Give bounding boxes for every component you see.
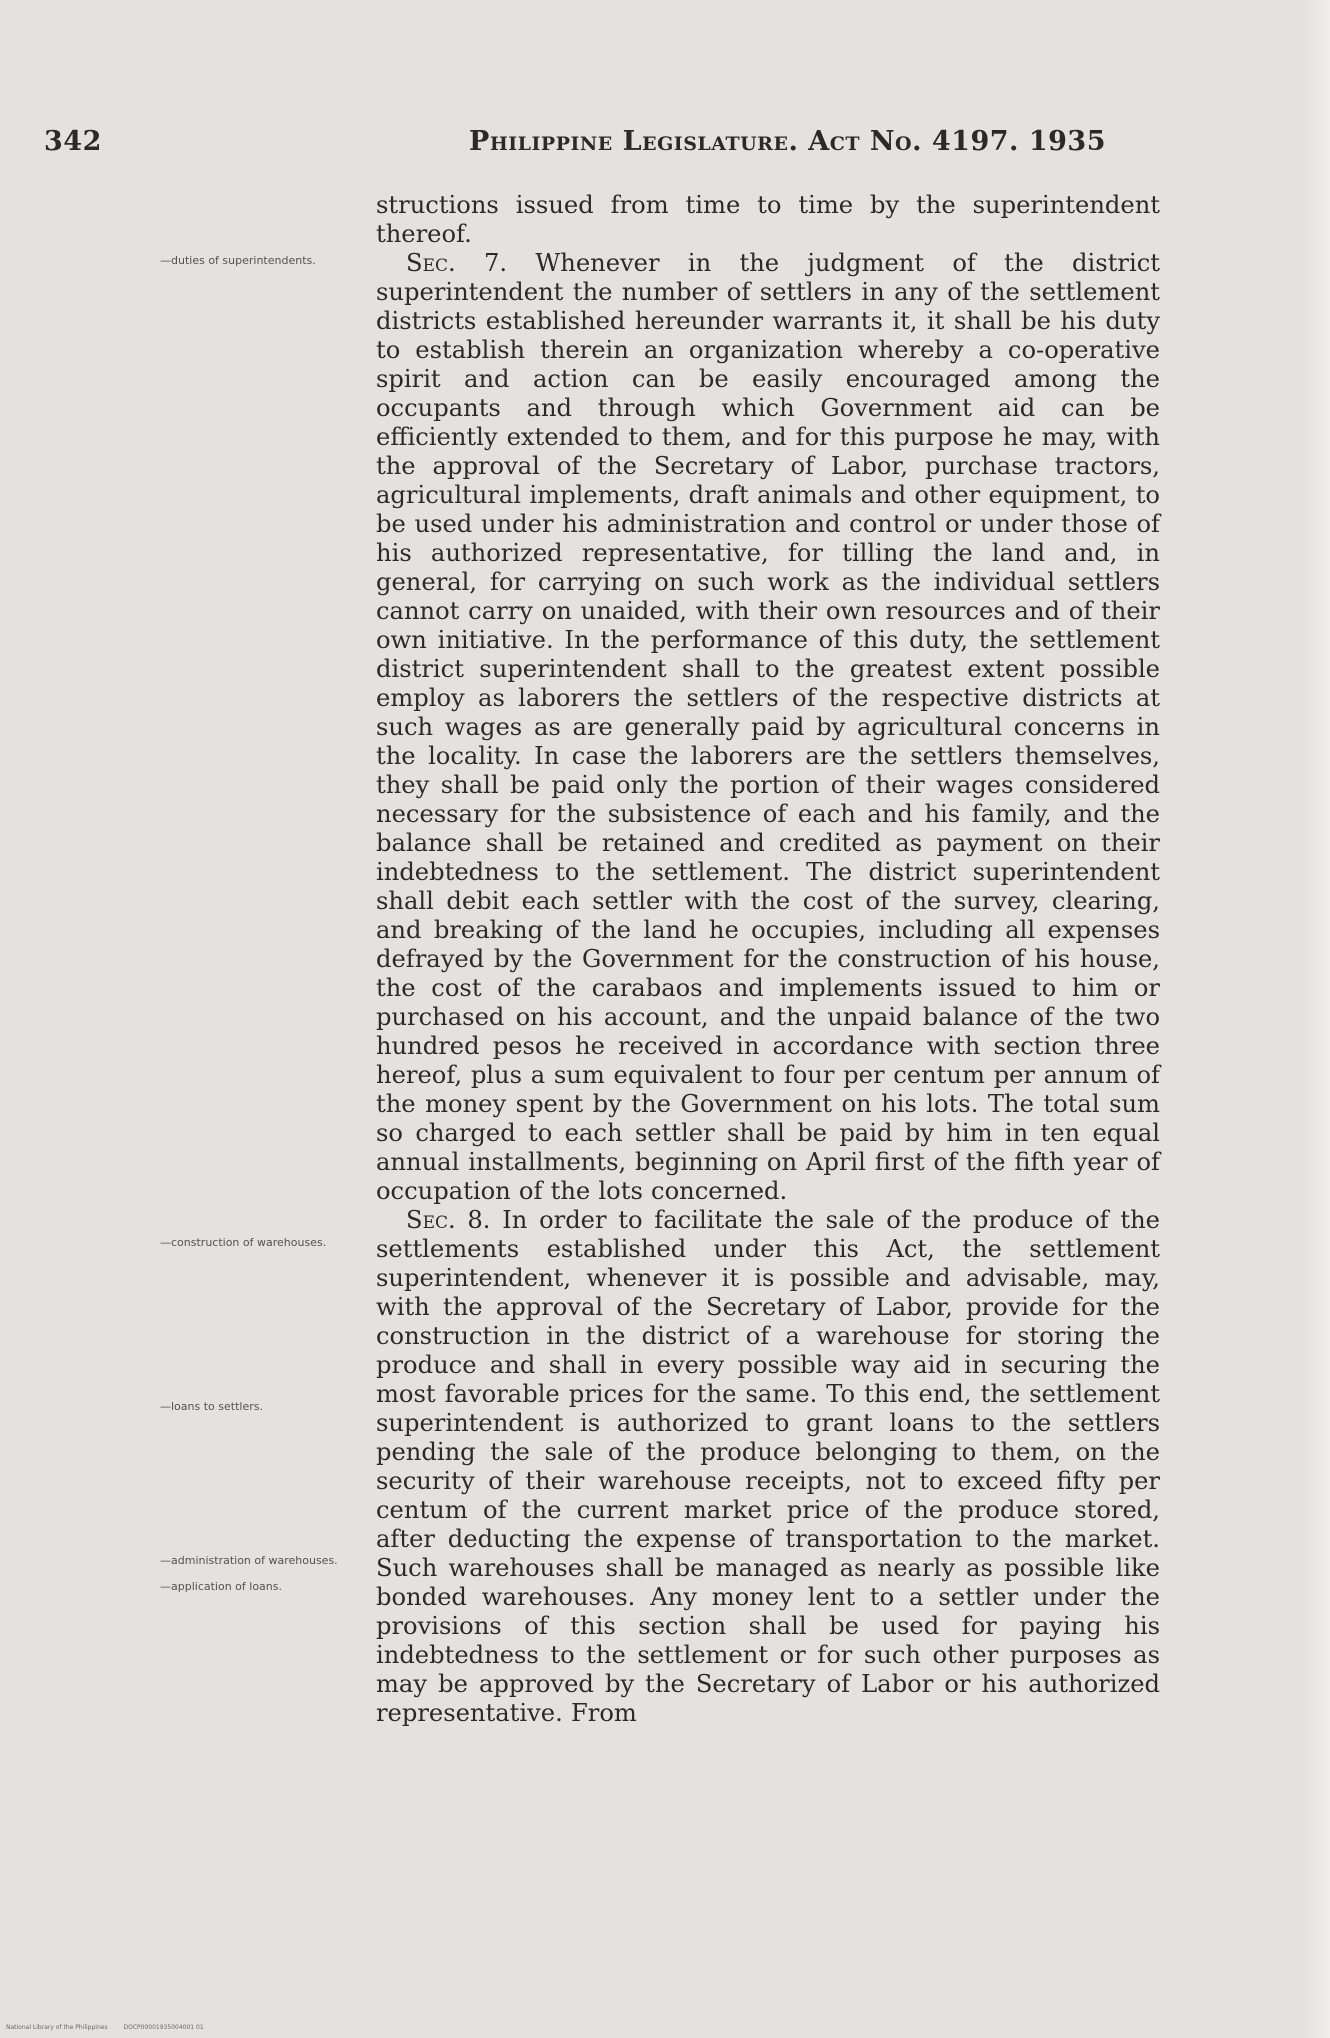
footer-right: DOCP00001935004001 01 [123, 2024, 204, 2031]
margin-note-administration: —administration of warehouses. [160, 1554, 338, 1567]
margin-note-loans: —loans to settlers. [160, 1400, 263, 1413]
section-7-text: Whenever in the judgment of the district superintendent the number of settlers in any of the settlement districts established hereunder warrants it, it shall be his duty to establish therein an organization whereby a co-operative spirit and action can be easily encouraged among the occupants and through which Government aid can be efficiently extended to them, and for this purpose he may, with the approval of the Secretary of Labor, purchase tractors, agricultural implements, draft animals and other equipment, to be used under his administration and control or under those of his authorized representative, for tilling the land and, in general, for carrying on such work as the individual settlers cannot carry on unaided, with their own resources and of their own initiative. In the performance of this duty, the settlement district superintendent shall to the greatest extent possible employ as laborers the settlers of the respective districts at such wages as are generally paid by agricultural concerns in the locality. In case the laborers are the settlers themselves, they shall be paid only the portion of their wages considered necessary for the subsistence of each and his family, and the balance shall be retained and credited as payment on their indebtedness to the settlement. The district superintendent shall debit each settler with the cost of the survey, clearing, and breaking of the land he occupies, including all expenses defrayed by the Government for the construction of his house, the cost of the carabaos and implements issued to him or purchased on his account, and the unpaid balance of the two hundred pesos he received in accordance with section three hereof, plus a sum equivalent to four per centum per annum of the money spent by the Government on his lots. The total sum so charged to each settler shall be paid by him in ten equal annual installments, beginning on April first of the fifth year of occupation of the lots concerned. [376, 249, 1160, 1205]
section-7-label: Sec. 7. [406, 249, 508, 277]
section-8-label: Sec. 8. [406, 1206, 491, 1234]
section-8-text: In order to facilitate the sale of the produce of the settlements established under this Act, the settlement superintendent, whenever it is possible and advisable, may, with the approval of the Secretary of Labor, provide for the construction in the district of a warehouse for storing the produce and shall in every possible way aid in securing the most favorable prices for the same. To this end, the settlement superintendent is authorized to grant loans to the settlers pending the sale of the produce belonging to them, on the security of their warehouse receipts, not to exceed fifty per centum of the current market price of the produce stored, after deducting the expense of transportation to the market. Such warehouses shall be managed as nearly as possible like bonded warehouses. Any money lent to a settler under the provisions of this section shall be used for paying his indebtedness to the settlement or for such other purposes as may be approved by the Secretary of Labor or his authorized representative. From [376, 1206, 1160, 1727]
margin-note-construction: —construction of warehouses. [160, 1236, 327, 1249]
running-head: Philippine Legislature. Act No. 4197. 1935 [469, 126, 1106, 157]
page-edge [1302, 0, 1330, 2038]
paragraph-continuation: structions issued from time to time by the superintendent thereof. [376, 191, 1160, 248]
body-text [376, 191, 1160, 1728]
paragraph-section-7 [376, 249, 1160, 1206]
paragraph-section-8 [376, 1206, 1160, 1728]
page-header [44, 126, 1106, 166]
scan-footer [6, 2024, 204, 2031]
footer-left: National Library of the Philippines [6, 2024, 108, 2031]
margin-note-application: —application of loans. [160, 1580, 282, 1593]
page-number: 342 [44, 126, 102, 157]
margin-note-duties: —duties of superintendents. [160, 254, 316, 267]
